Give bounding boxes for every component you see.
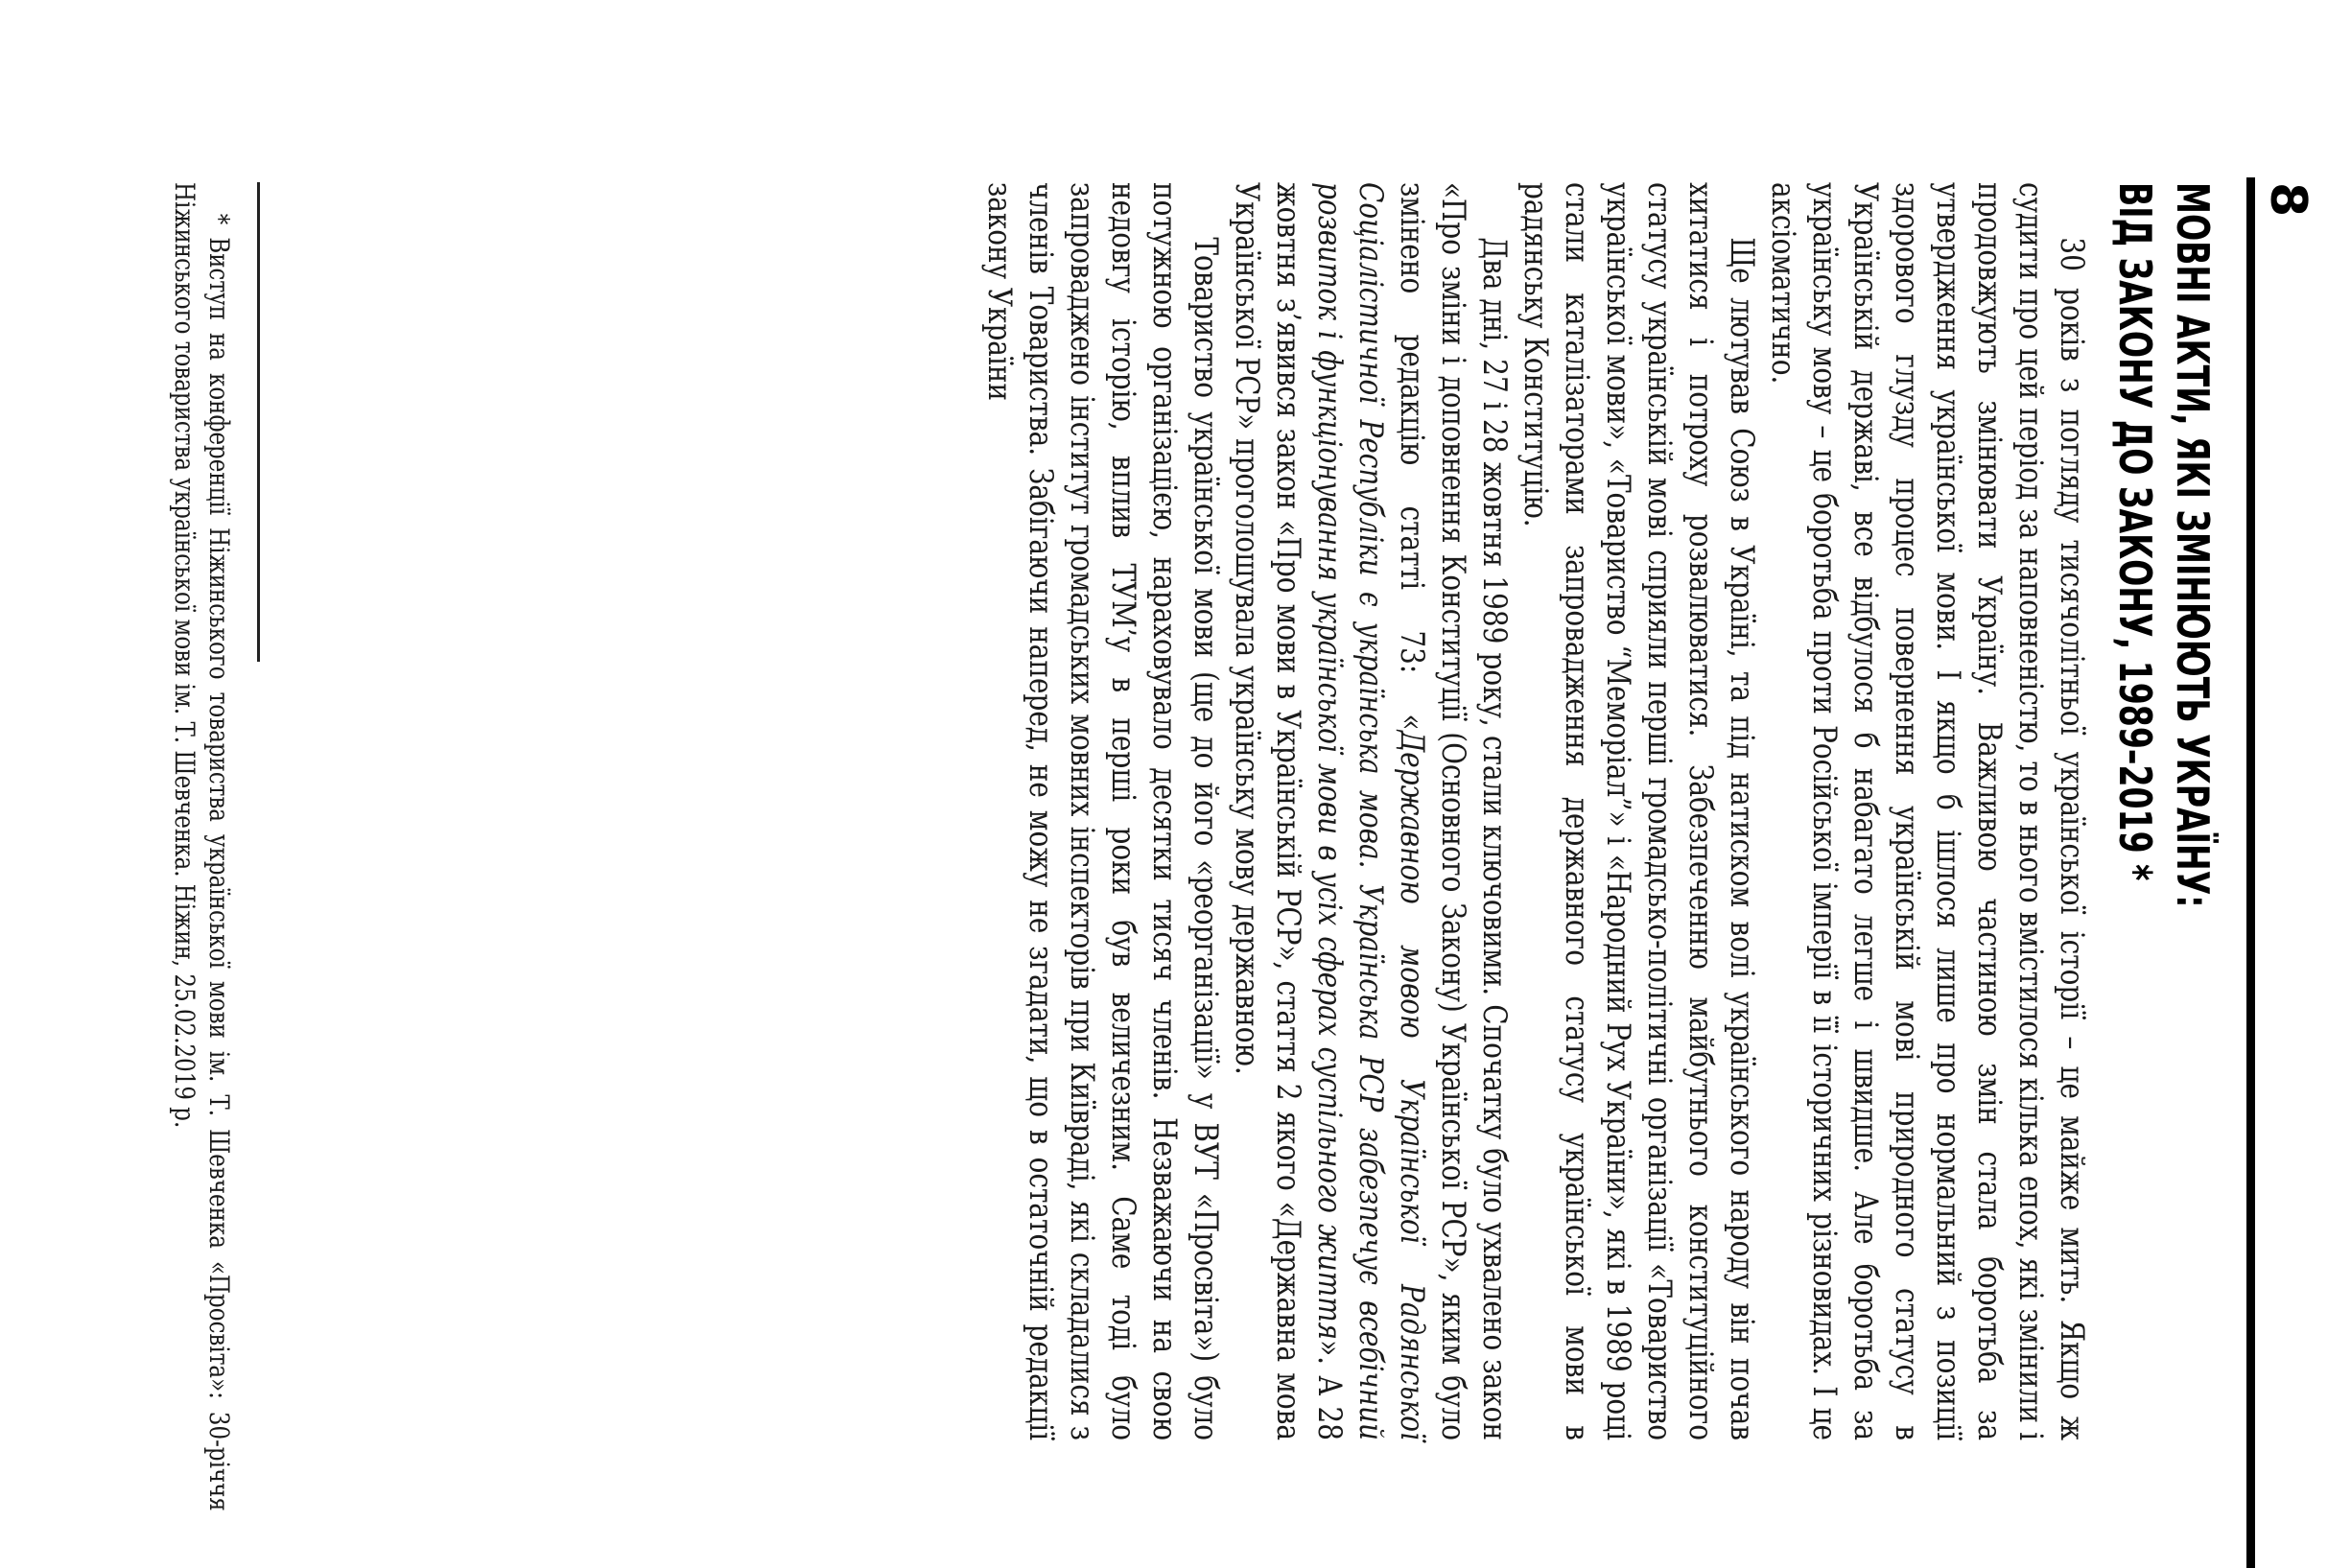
paragraph: [978, 182, 1226, 1440]
paragraph-text: Ще лютував Союз в Україні, та під натиском волі українського народу він почав хитатися і потроху розвалюватися. Забезпеченню майбутнього конституційного статусу українській мові сприяли перші громадсько-політичні організації «Товариство української мови», «Товариство “Меморіал”» і «Народний Рух України», які в 1989 році стали каталізаторами запровадження державного статусу української мови в радянську Конституцію.: [1516, 182, 1761, 1440]
article-title: [2106, 182, 2222, 1162]
paragraph-text: 30 років з погляду тисячолітньої української історії – це майже мить. Якщо ж судити про цей період за наповненістю, то в нього вмістилося кілька епох, які змінили і продовжують змінювати Україну. Важливою частиною змін стала боротьба за утвердження української мови. І якщо б ішлося лише про нормальний з позиції здорового глузду процес повернення українській мові природного статусу в Українській державі, все відбулося б набагато легше і швидше. Але боротьба за українську мову – це боротьба проти Російської імперії в її історичних різновидах. І це аксіоматично.: [1764, 182, 2091, 1440]
paragraph: [1762, 182, 2092, 1440]
paragraph: [1226, 182, 1515, 1440]
italic-quote: Державною мовою Української Радянської Соціалістичної Республіки є українська мова. Українська РСР забезпечує всебічний розвиток і функціонування української мови в усіх сферах суспільного життя: [1310, 182, 1431, 1440]
footnote: * Виступ на конференції Ніжинського товариства української мови ім. Т. Шевченка «Просвіта»: 30-річчя Ніжинського товариства української мови ім. Т. Шевченка. Ніжин, 25.02.2019 р.: [169, 182, 235, 1511]
paragraph-text: ». А 28 жовтня з’явився закон «Про мови в Українській РСР», стаття 2 якого «Державна мова Української РСР» проголошувала українську мову державною.: [1228, 182, 1349, 1440]
paragraph: [1515, 182, 1762, 1440]
title-line-2: ВІД ЗАКОНУ ДО ЗАКОНУ, 1989–2019 *: [2109, 182, 2161, 881]
title-line-1: МОВНІ АКТИ, ЯКІ ЗМІНЮЮТЬ УКРАЇНУ:: [2167, 182, 2219, 908]
header-rule: [2246, 177, 2255, 1568]
page-number: 8: [2259, 182, 2316, 218]
footnote-rule: [257, 182, 260, 662]
article-body: [978, 182, 2092, 1440]
paragraph-text: Два дні, 27 і 28 жовтня 1989 року, стали ключовими. Спочатку було ухвалено закон «Про зміни і доповнення Конституції (Основного Закону) Української РСР», яким було змінено редакцію статті 73: «: [1393, 182, 1514, 1440]
paragraph-text: Товариство української мови (ще до його «реорганізації» у ВУТ «Просвіта») було потужною організацією, нараховувало десятки тисяч членів. Незважаючи на свою недовгу історію, вплив ТУМ’у в перші роки був величезним. Саме тоді було запроваджено інститут громадських мовних інспекторів при Київраді, які складалися з членів Товариства. Забігаючи наперед, не можу не згадати, що в остаточній редакції закону України: [980, 182, 1225, 1440]
